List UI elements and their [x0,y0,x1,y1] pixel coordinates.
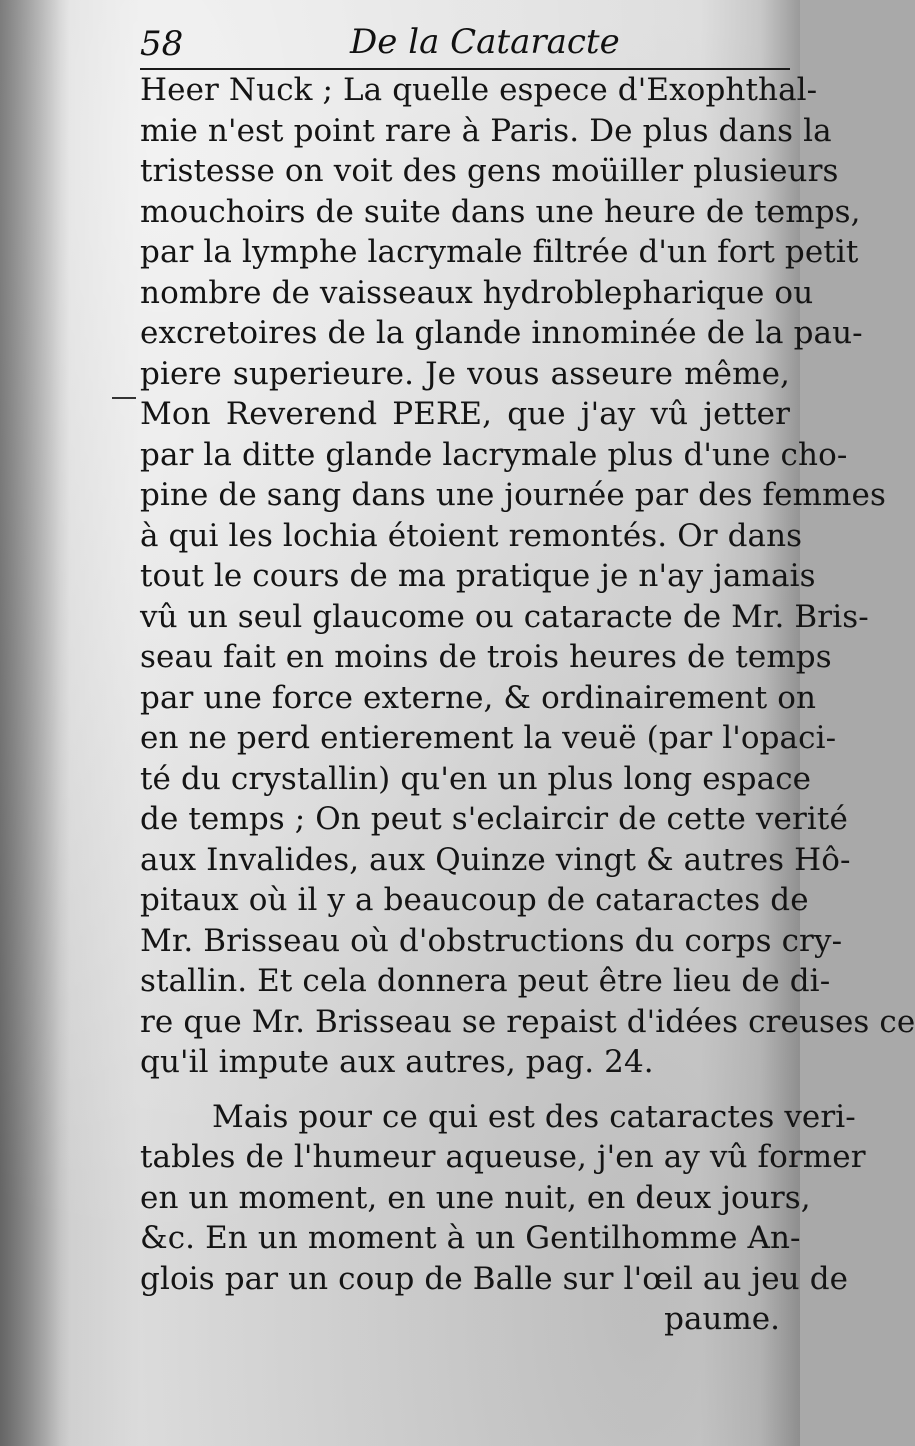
text-line: &c. En un moment à un Gentilhomme An- [140,1220,801,1256]
page-header [140,20,790,70]
text-line: tables de l'humeur aqueuse, j'en ay vû former [140,1139,866,1175]
text-line: par la ditte glande lacrymale plus d'une cho- [140,436,848,473]
margin-mark [112,397,136,399]
text-line: à qui les lochia étoient remontés. Or dans [140,517,803,554]
page-number: 58 [140,24,184,64]
text-block [140,70,915,1340]
text-line: piere superieure. Je vous asseure même, [140,355,790,392]
text-line: Heer Nuck ; La quelle espece d'Exophthal- [140,72,818,108]
binding-shadow [0,0,70,1446]
text-line: qu'il impute aux autres, pag. 24. [140,1044,654,1080]
paragraph-gap [140,1083,790,1097]
text-line: par une force externe, & ordinairement on [140,679,817,716]
text-line: vû un seul glaucome ou cataracte de Mr. Bris- [140,598,869,635]
text-line: tout le cours de ma pratique je n'ay jamais [140,558,816,594]
text-line: par la lymphe lacrymale filtrée d'un fort petit [140,234,859,270]
text-line: en ne perd entierement la veuë (par l'opaci- [140,720,837,756]
text-line: Mais pour ce qui est des cataractes veri- [212,1098,856,1135]
text-line: Mr. Brisseau où d'obstructions du corps cry- [140,922,843,959]
text-line: tristesse on voit des gens moüiller plusieurs [140,153,839,189]
catchword: paume. [664,1301,780,1337]
text-line: de temps ; On peut s'eclaircir de cette verité [140,801,848,837]
text-line: stallin. Et cela donnera peut être lieu de di- [140,963,831,999]
running-title: De la Cataracte [350,22,620,62]
text-line: Mon Reverend PERE, que j'ay vû jetter [140,396,790,432]
text-line: nombre de vaisseaux hydroblepharique ou [140,274,814,311]
text-line: pitaux où il y a beaucoup de cataractes de [140,882,809,918]
text-line: mie n'est point rare à Paris. De plus dans la [140,112,832,149]
text-line: mouchoirs de suite dans une heure de temps, [140,193,861,230]
text-line: seau fait en moins de trois heures de temps [140,639,832,675]
text-line: re que Mr. Brisseau se repaist d'idées creuses ce [140,1003,915,1040]
text-line: té du crystallin) qu'en un plus long espace [140,760,812,797]
text-line: excretoires de la glande innominée de la pau- [140,315,863,351]
text-line: aux Invalides, aux Quinze vingt & autres Hô- [140,841,851,878]
text-line: glois par un coup de Balle sur l'œil au jeu de [140,1260,849,1297]
text-line: pine de sang dans une journée par des femmes [140,477,886,513]
text-line: en un moment, en une nuit, en deux jours, [140,1179,811,1216]
